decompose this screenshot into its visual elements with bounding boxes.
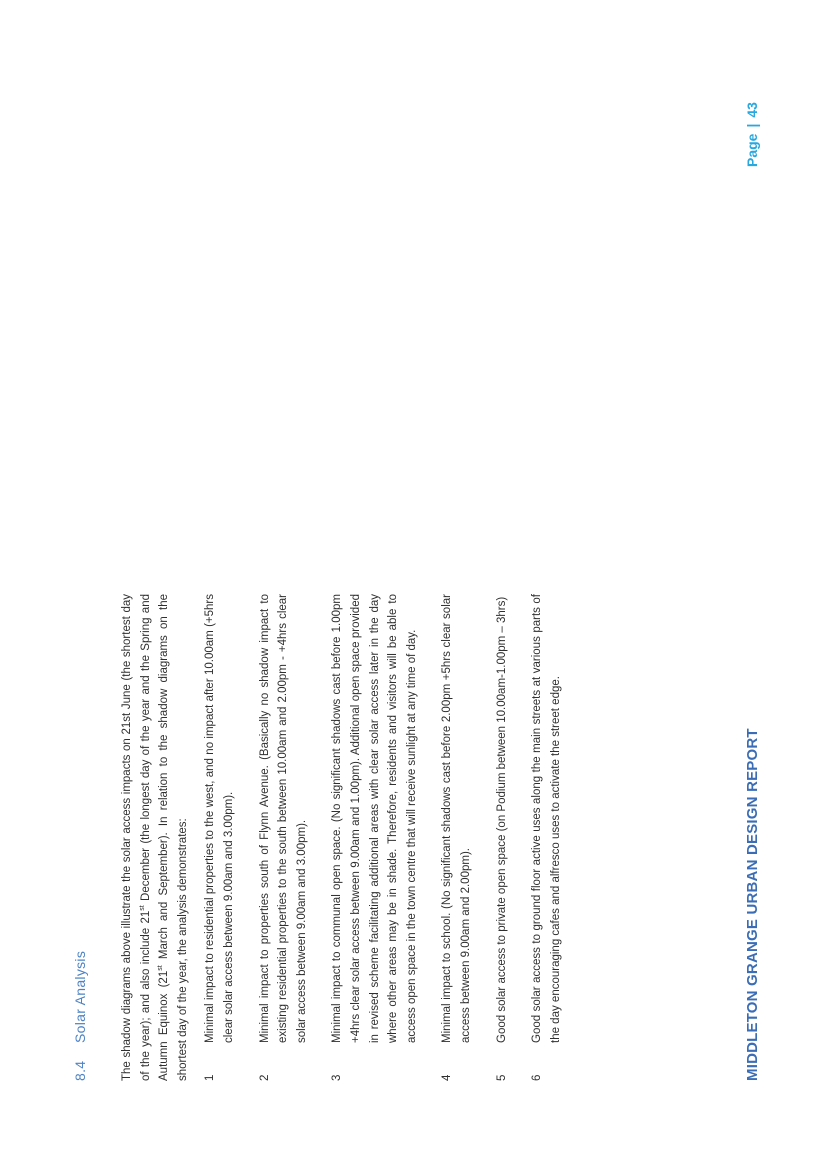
intro-text-2: December (the longest day of the year and the Spring and Autumn Equinox (21 — [139, 594, 171, 1081]
intro-superscript-1: st — [138, 905, 146, 911]
list-item-number: 5 — [495, 1074, 508, 1081]
list-item-text: Minimal impact to communal open space. (No significant shadows cast before 1.00pm +4hrs clear solar access between 9.00am and 1.00pm). Additional open space provided in revised scheme facilitating additional areas with clear solar access later in the day where other areas may be in shade. Therefore, residents and visitors will be able to access open space in the town centre that will receive sunlight at any time of day. — [331, 594, 418, 1043]
list-item — [528, 594, 565, 1081]
list-item — [201, 594, 238, 1081]
intro-superscript-2: st — [157, 965, 165, 971]
list-item-number: 4 — [441, 1074, 454, 1081]
list-item-number: 6 — [531, 1074, 544, 1081]
section-number: 8.4 — [72, 1060, 88, 1081]
list-item-number: 2 — [258, 1074, 271, 1081]
intro-paragraph — [118, 594, 192, 1081]
list-item-number: 1 — [204, 1074, 217, 1081]
page-word: Page — [744, 133, 760, 167]
list-item-text: Minimal impact to school. (No significant shadows cast before 2.00pm +5hrs clear solar access between 9.00am and 2.00pm). — [441, 594, 472, 1043]
list-item-text: Good solar access to ground floor active uses along the main streets at various parts of the day encouraging cafes and alfresco uses to activate the street edge. — [531, 594, 562, 1043]
list-item-text: Good solar access to private open space (on Podium between 10.00am-1.00pm – 3hrs) — [495, 596, 508, 1043]
section-title: Solar Analysis — [72, 950, 88, 1043]
page-separator: | — [744, 123, 760, 128]
list-item-number: 3 — [331, 1074, 344, 1081]
intro-text-1: The shadow diagrams above illustrate the solar access impacts on 21st June (the shortest day of the year); and also include 21 — [121, 594, 152, 1081]
body-content — [118, 594, 582, 1081]
page-number: 43 — [744, 102, 760, 118]
list-item — [256, 594, 312, 1081]
intro-text-3: March and September). In relation to the shadow diagrams on the shortest day of the year, the analysis demonstrates: — [158, 594, 189, 1081]
list-item — [438, 594, 475, 1081]
page-number-label — [744, 102, 760, 167]
list-item-text: Minimal impact to residential properties to the west, and no impact after 10.00am (+5hrs clear solar access between 9.00am and 3.00pm). — [204, 594, 235, 1043]
list-item — [493, 594, 512, 1081]
section-heading — [72, 951, 88, 1081]
report-title: MIDDLETON GRANGE URBAN DESIGN REPORT — [744, 728, 761, 1081]
list-item-text: Minimal impact to properties south of Flynn Avenue. (Basically no shadow impact to existing residential properties to the south between 10.00am and 2.00pm - +4hrs clear solar access between 9.00am and 3.00pm). — [258, 594, 308, 1043]
list-item — [328, 594, 421, 1081]
